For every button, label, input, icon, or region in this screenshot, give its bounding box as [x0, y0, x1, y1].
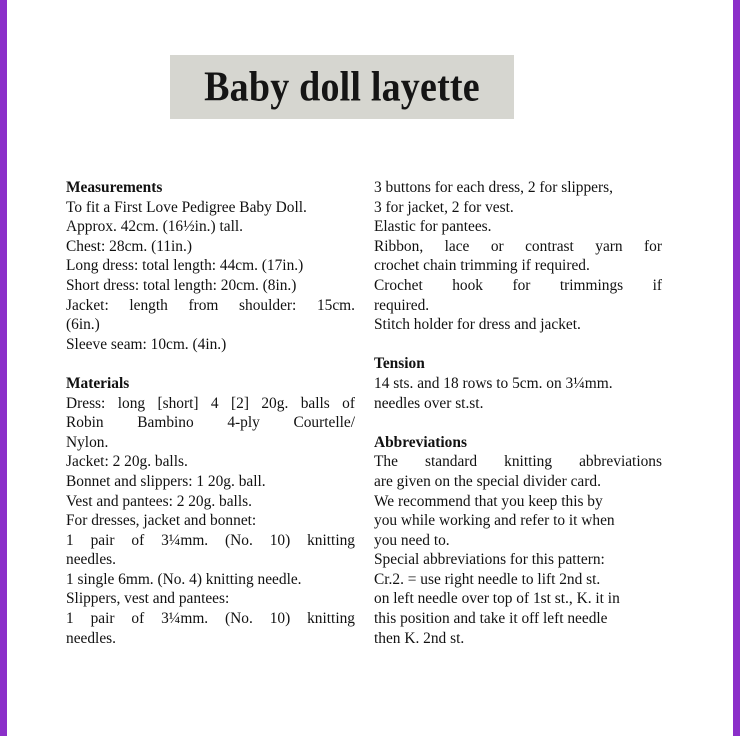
materials-line: 3 for jacket, 2 for vest.: [374, 198, 514, 216]
materials-line: Ribbon, lace or contrast yarn for: [374, 237, 662, 255]
abbreviations-line: are given on the special divider card.: [374, 472, 601, 490]
abbreviations-line: Special abbreviations for this pattern:: [374, 551, 605, 569]
abbreviations-line: then K. 2nd st.: [374, 629, 465, 647]
right-column: [374, 178, 662, 648]
measurements-line: Jacket: length from shoulder: 15cm.: [66, 296, 355, 314]
materials-line: Stitch holder for dress and jacket.: [374, 316, 581, 334]
materials-line: crochet chain trimming if required.: [374, 257, 590, 275]
materials-line: Robin Bambino 4-ply Courtelle/: [66, 414, 355, 432]
measurements-line: Chest: 28cm. (11in.): [66, 237, 192, 255]
abbreviations-line: The standard knitting abbreviations: [374, 453, 662, 471]
abbreviations-line: on left needle over top of 1st st., K. it in: [374, 590, 620, 608]
materials-line: required.: [374, 296, 430, 314]
materials-line: Slippers, vest and pantees:: [66, 590, 230, 608]
materials-line: Bonnet and slippers: 1 20g. ball.: [66, 472, 266, 490]
measurements-line: Approx. 42cm. (16½in.) tall.: [66, 218, 243, 236]
section-gap: [374, 413, 662, 433]
section-gap: [374, 335, 662, 355]
measurements-line: Long dress: total length: 44cm. (17in.): [66, 257, 304, 275]
abbreviations-line: you while working and refer to it when: [374, 512, 615, 530]
tension-line: 14 sts. and 18 rows to 5cm. on 3¼mm.: [374, 374, 613, 392]
materials-line: Dress: long [short] 4 [2] 20g. balls of: [66, 394, 355, 412]
right-border: [733, 0, 740, 736]
materials-line: Crochet hook for trimmings if: [374, 276, 662, 294]
abbreviations-line: We recommend that you keep this by: [374, 492, 603, 510]
left-column: [66, 178, 355, 648]
materials-line: Nylon.: [66, 433, 109, 451]
abbreviations-heading: Abbreviations: [374, 433, 467, 451]
materials-line: 1 pair of 3¼mm. (No. 10) knitting: [66, 531, 355, 549]
materials-line: 1 single 6mm. (No. 4) knitting needle.: [66, 570, 302, 588]
materials-line: 1 pair of 3¼mm. (No. 10) knitting: [66, 610, 355, 628]
tension-heading: Tension: [374, 355, 425, 373]
materials-line: needles.: [66, 551, 116, 569]
section-gap: [66, 354, 355, 374]
title-banner: [170, 55, 514, 119]
measurements-line: Short dress: total length: 20cm. (8in.): [66, 276, 297, 294]
measurements-line: (6in.): [66, 316, 100, 334]
materials-line: For dresses, jacket and bonnet:: [66, 512, 257, 530]
measurements-line: To fit a First Love Pedigree Baby Doll.: [66, 198, 307, 216]
abbreviations-line: Cr.2. = use right needle to lift 2nd st.: [374, 570, 601, 588]
materials-line: Vest and pantees: 2 20g. balls.: [66, 492, 252, 510]
measurements-heading: Measurements: [66, 179, 163, 196]
measurements-line: Sleeve seam: 10cm. (4in.): [66, 335, 227, 353]
abbreviations-line: you need to.: [374, 531, 450, 549]
materials-line: needles.: [66, 629, 116, 647]
materials-heading: Materials: [66, 374, 130, 392]
materials-line: Jacket: 2 20g. balls.: [66, 453, 188, 471]
left-border: [0, 0, 7, 736]
page-title: Baby doll layette: [204, 63, 480, 111]
materials-line: Elastic for pantees.: [374, 218, 492, 236]
abbreviations-line: this position and take it off left needle: [374, 610, 608, 628]
materials-line: 3 buttons for each dress, 2 for slippers,: [374, 179, 613, 196]
tension-line: needles over st.st.: [374, 394, 484, 412]
